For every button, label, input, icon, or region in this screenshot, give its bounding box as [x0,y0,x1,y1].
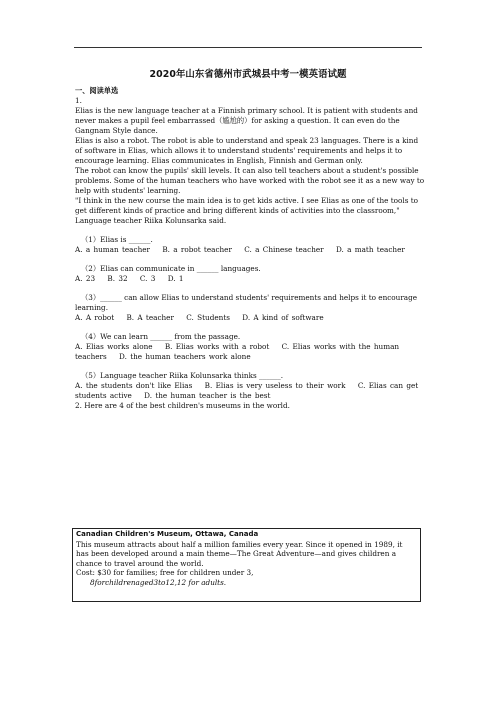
page-title: 2020年山东省德州市武城县中考一模英语试题 [149,69,347,80]
answer-options [75,245,425,255]
passage-intro: 2. Here are 4 of the best children's museums in the world. [75,401,290,410]
answer-option: D. the human teachers work alone [119,352,251,361]
passage-paragraph: Elias is the new language teacher at a Finnish primary school. It is patient with students and never makes a pupil feel embarrassed（尴尬的）for asking a question. It can even do the Gangnam Style dance. [75,106,418,135]
question-stem: （2）Elias can communicate in ______ languages. [81,264,261,273]
answer-option: A. Elias works alone [75,342,153,351]
answer-option: B. Elias works with a robot [164,342,270,351]
passage-paragraph: The robot can know the pupils' skill levels. It can also tell teachers about a student's possible problems. Some of the human teachers who have worked with the robot see it as a new way to help with students' learning. [75,166,425,195]
museum-cost-continued: 8forchildrenaged3to12,12 for adults. [90,577,227,587]
answer-option: D. a math teacher [335,245,405,254]
answer-option: B. 32 [107,274,128,283]
answer-option: B. Elias is very useless to their work [204,381,346,390]
answer-option: C. Elias works with the human teachers [75,342,400,361]
museum-cost: Cost: $30 for families; free for children under 3, [76,568,254,577]
museum-title: Canadian Children's Museum, Ottawa, Canada [76,530,259,538]
passage-paragraph: Elias is also a robot. The robot is able to understand and speak 23 languages. There is a kind of software in Elias, which allows it to understand students' requirements and helps it to encourage learning. Elias communicates in English, Finnish and German only. [75,136,419,165]
answer-option: A. A robot [75,313,115,322]
answer-option: A. 23 [75,274,96,283]
passage-paragraph: "I think in the new course the main idea is to get kids active. I see Elias as one of the tools to get different kinds of practice and bring different kinds of activities into the classroom," Language teacher Riika Kolunsarka said. [75,196,419,225]
answer-option: B. A teacher [126,313,174,322]
answer-option: D. 1 [167,274,184,283]
answer-option: C. Students [186,313,230,322]
answer-option: A. the students don't like Elias [75,381,193,390]
question-number: 1. [75,96,82,105]
answer-option: D. the human teacher is the best [144,391,271,400]
answer-options [75,274,425,284]
question-stem: （5）Language teacher Riika Kolunsarka thinks ______. [81,371,284,380]
museum-description: This museum attracts about half a million families every year. Since it opened in 1989, it has been developed around a main theme—The Great Adventure—and gives children a chance to travel around the world. [76,539,403,568]
question-stem: （1）Elias is ______. [81,235,153,244]
header-rule [74,47,422,48]
question-stem: （3）______ can allow Elias to understand students' requirements and helps it to encourage learning. [75,293,418,312]
document-body [75,86,425,411]
answer-options [75,381,425,401]
question-stem: （4）We can learn ______ from the passage. [81,332,241,341]
answer-option: C. Elias can get students active [75,381,419,400]
museum-info-box [72,528,421,602]
answer-option: C. a Chinese teacher [244,245,324,254]
answer-option: A. a human teacher [75,245,150,254]
answer-options [75,313,425,323]
section-heading: 一、阅读单选 [75,86,119,95]
answer-option: D. A kind of software [242,313,324,322]
answer-option: B. a robot teacher [162,245,232,254]
answer-option: C. 3 [139,274,156,283]
answer-options [75,342,425,362]
